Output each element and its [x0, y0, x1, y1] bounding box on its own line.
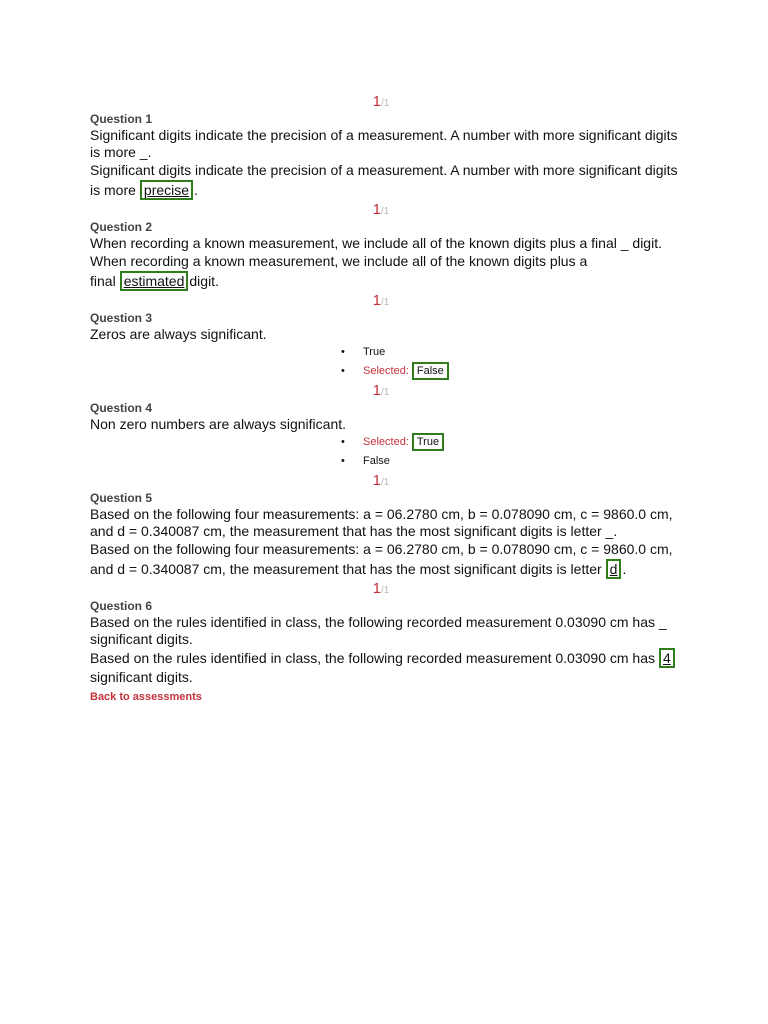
question-answer: Significant digits indicate the precision of a measurement. A number with more significant digits is more precise . — [90, 162, 678, 198]
question-prompt: When recording a known measurement, we include all of the known digits plus a final _ digit. — [90, 235, 662, 251]
score-q2: 1/1 — [372, 201, 390, 218]
question-prompt: Non zero numbers are always significant. — [90, 416, 347, 432]
question-answer: Based on the rules identified in class, the following recorded measurement 0.03090 cm has 4significant digits. — [90, 648, 680, 687]
question-title: Question 1 — [90, 112, 153, 126]
option-true: • Selected: True — [341, 433, 680, 452]
answer-blank: 4 — [659, 648, 675, 668]
score-q4: 1/1 — [372, 382, 390, 399]
question-answer: Based on the following four measurements: a = 06.2780 cm, b = 0.078090 cm, c = 9860.0 cm, and d = 0.340087 cm, the measurement that has the most significant digits is letter d . — [90, 541, 673, 577]
score-q3: 1/1 — [372, 292, 390, 309]
assessment-results — [90, 92, 680, 705]
answer-options — [90, 343, 680, 381]
question-title: Question 4 — [90, 401, 153, 415]
question-prompt: Significant digits indicate the precision of a measurement. A number with more significant digits is more _. — [90, 127, 678, 160]
score-q6: 1/1 — [372, 580, 390, 597]
option-false: • False — [341, 455, 390, 467]
answer-blank: precise — [140, 180, 193, 200]
back-to-assessments-link[interactable]: Back to assessments — [90, 691, 202, 703]
score-q5: 1/1 — [372, 472, 390, 489]
question-prompt: Based on the rules identified in class, the following recorded measurement 0.03090 cm has _ significant digits. — [90, 614, 667, 647]
selected-answer: True — [412, 433, 444, 451]
option-true: • True — [341, 346, 386, 358]
answer-blank: estimated — [120, 271, 189, 291]
score-q1: 1/1 — [372, 93, 390, 110]
question-answer: When recording a known measurement, we include all of the known digits plus a final estimated digit. — [90, 253, 588, 289]
question-title: Question 2 — [90, 220, 153, 234]
question-prompt: Zeros are always significant. — [90, 326, 267, 342]
option-false: • Selected: False — [341, 362, 680, 381]
question-title: Question 5 — [90, 491, 153, 505]
selected-answer: False — [412, 362, 449, 380]
question-title: Question 3 — [90, 311, 153, 325]
answer-blank: d — [606, 559, 622, 579]
answer-options — [90, 433, 680, 471]
question-prompt: Based on the following four measurements: a = 06.2780 cm, b = 0.078090 cm, c = 9860.0 cm, and d = 0.340087 cm, the measurement that has the most significant digits is letter _. — [90, 506, 673, 539]
question-title: Question 6 — [90, 599, 153, 613]
